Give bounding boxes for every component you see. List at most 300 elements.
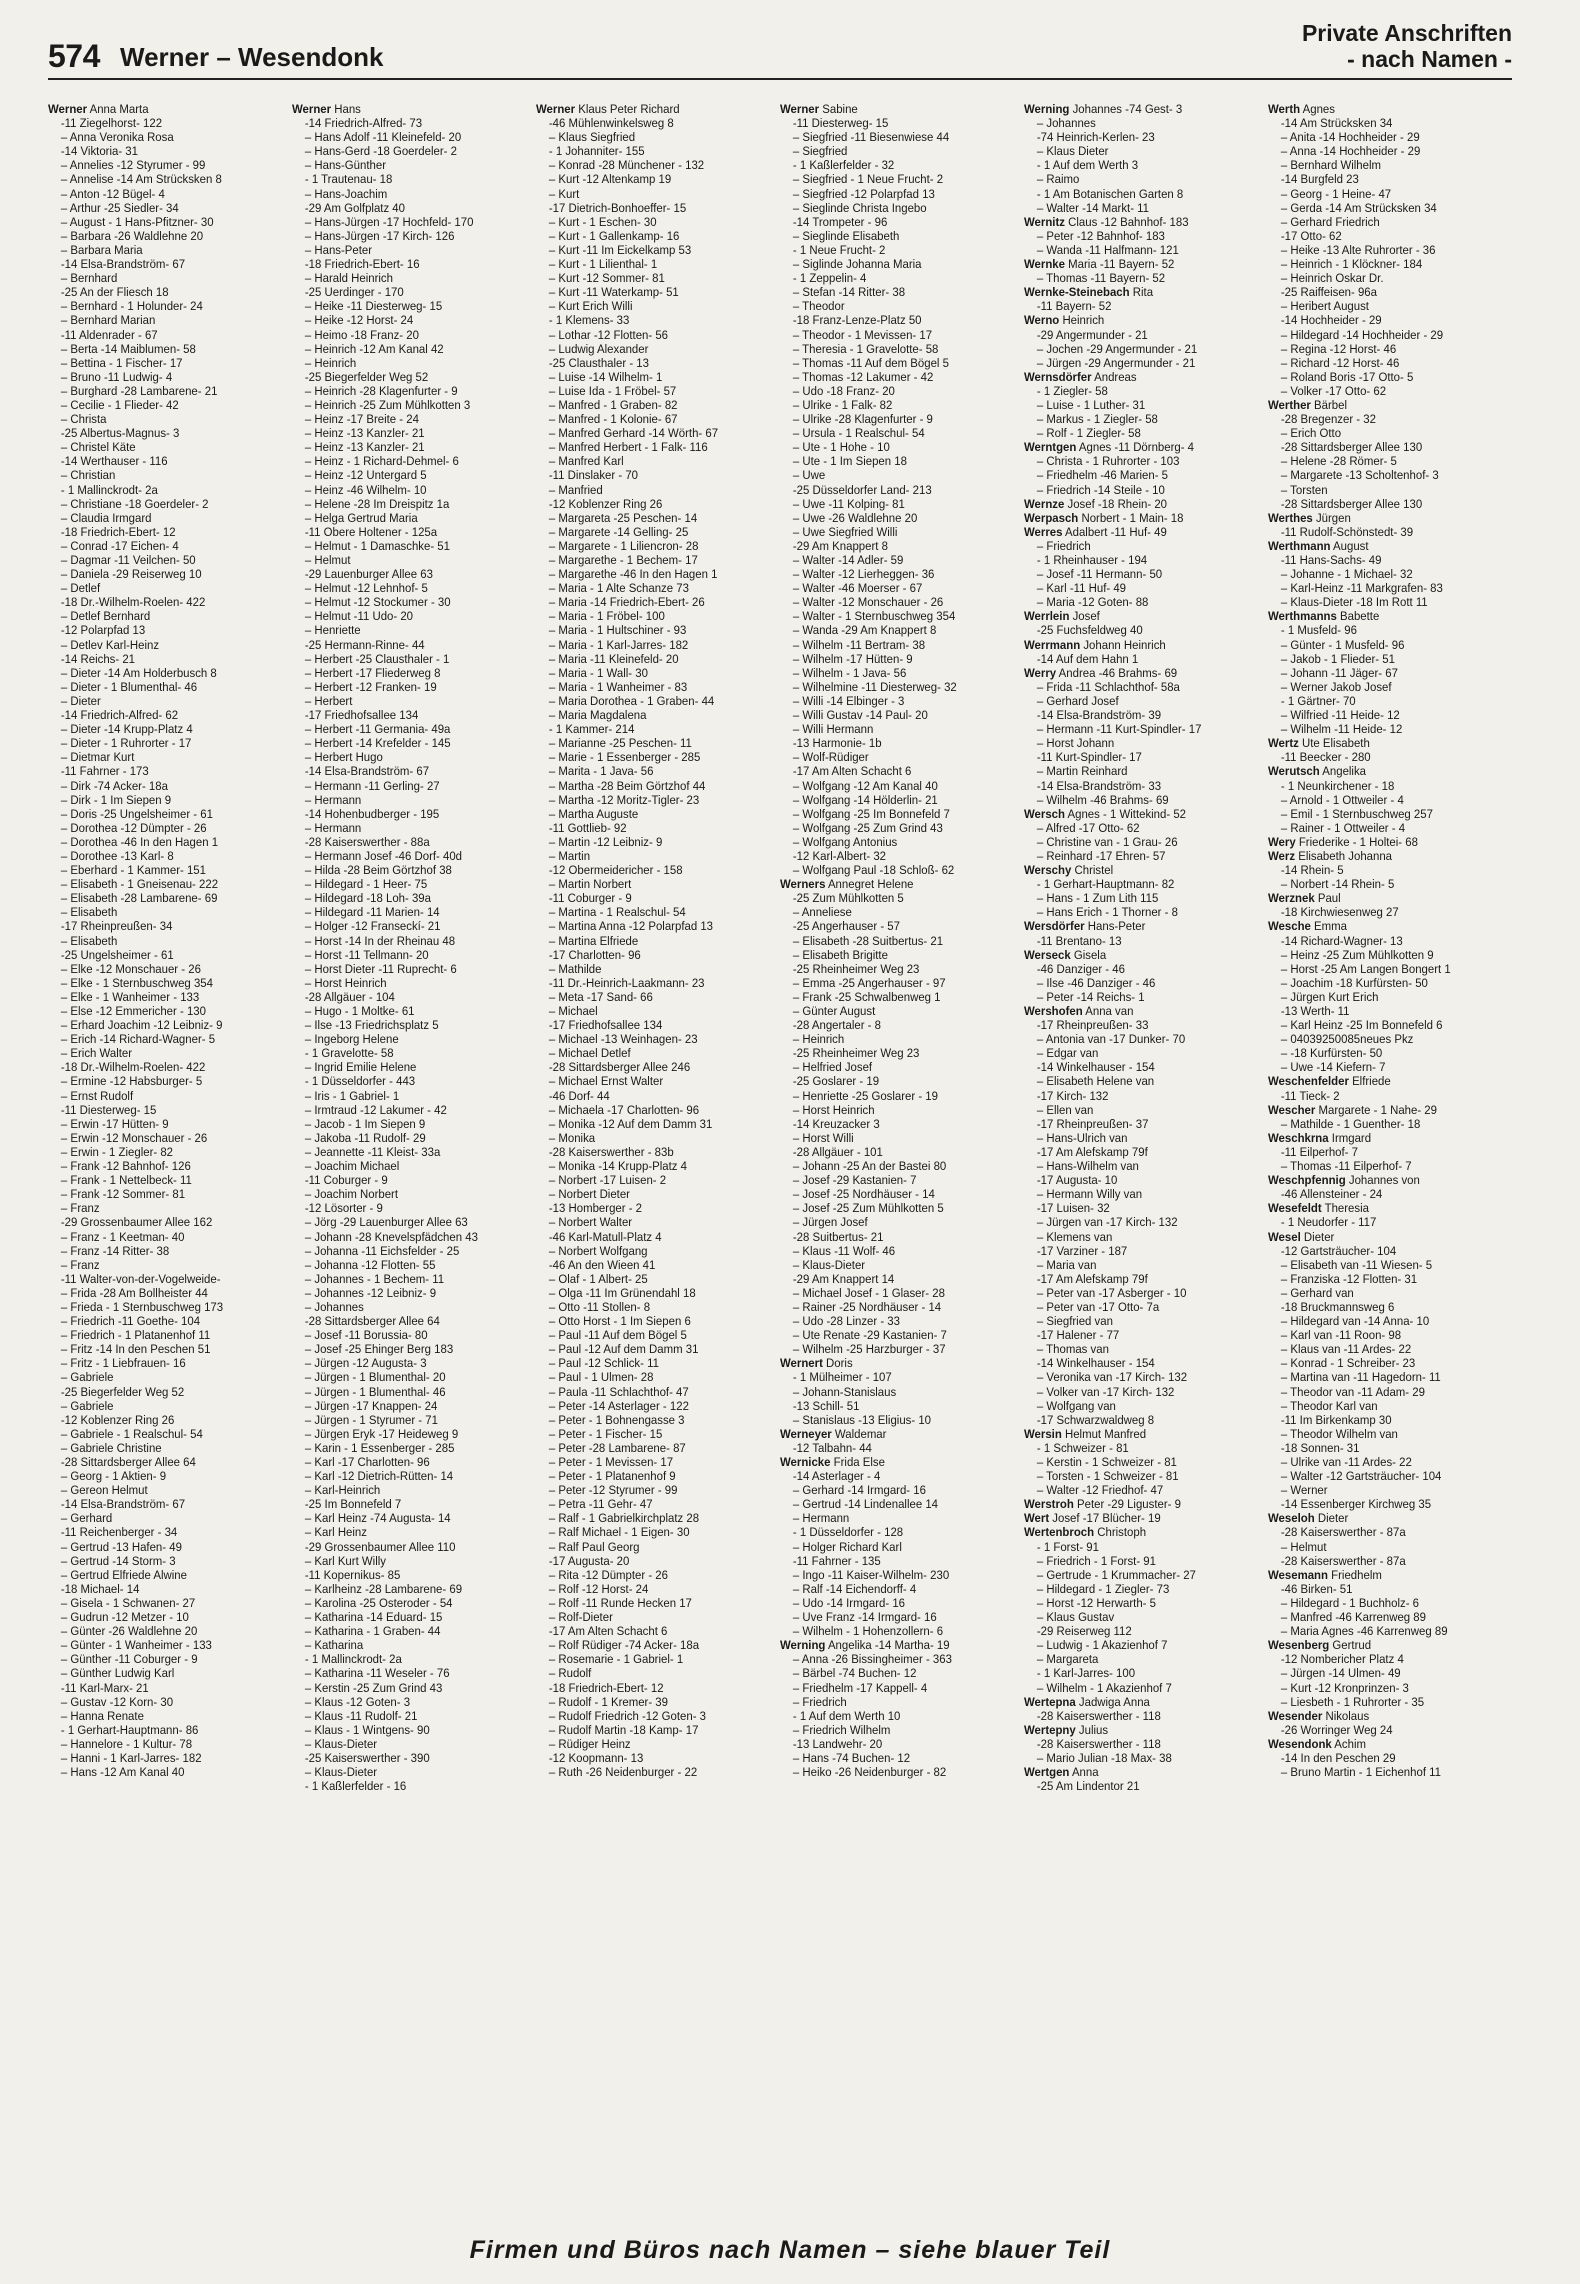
list-item: – Thomas -12 Lakumer - 42 xyxy=(792,369,934,384)
list-item: – Karl -17 Charlotten- 96 xyxy=(304,1455,430,1469)
surname: Wesendonk xyxy=(1268,1736,1332,1751)
surname: Werthmanns xyxy=(1268,609,1337,624)
list-item: – Hildegard van -14 Anna- 10 xyxy=(1280,1314,1430,1329)
given-name: Norbert - 1 Main- 18 xyxy=(1081,510,1184,525)
list-item: – Walter -12 Monschauer - 26 xyxy=(792,595,944,610)
list-item: – Martin Norbert xyxy=(548,877,632,892)
list-item: – Erich Otto xyxy=(1280,426,1342,441)
address-line: -14 Viktoria- 31 xyxy=(60,144,138,159)
list-item: – Bärbel -74 Buchen- 12 xyxy=(792,1666,917,1681)
list-item: – Karolina -25 Osteroder - 54 xyxy=(304,1595,453,1610)
list-item: – Katharina -14 Eduard- 15 xyxy=(304,1610,443,1625)
given-name: Babette xyxy=(1340,609,1380,624)
list-item: – Heimo -18 Franz- 20 xyxy=(304,327,419,342)
list-item: – Hermann -11 Gerling- 27 xyxy=(304,778,440,793)
list-item: – Frank -12 Bahnhof- 126 xyxy=(60,1159,191,1174)
given-name: Andrea -46 Brahms- 69 xyxy=(1058,665,1178,680)
surname: Werthes xyxy=(1268,510,1313,525)
list-item: – Heinrich Oskar Dr. xyxy=(1280,271,1384,286)
given-name: Bärbel xyxy=(1314,397,1348,412)
list-item: – Thomas -11 Eilperhof- 7 xyxy=(1280,1159,1412,1174)
address-line: -17 Rheinpreußen- 37 xyxy=(1036,1116,1149,1131)
given-name: Gertrud xyxy=(1332,1638,1372,1653)
list-item: – Wilhelm -11 Heide- 12 xyxy=(1280,722,1403,737)
list-item: – Gertrud Elfriede Alwine xyxy=(60,1567,187,1582)
list-item: – Thomas -11 Bayern- 52 xyxy=(1036,271,1166,286)
list-item: – Hildegard -11 Marien- 14 xyxy=(304,905,440,920)
list-item: – Margarete -13 Scholtenhof- 3 xyxy=(1280,468,1439,483)
address-line: -25 Raiffeisen- 96a xyxy=(1280,285,1377,300)
address-line: -28 Kaiserswerther - 87a xyxy=(1280,1525,1406,1540)
list-item: – Peter -14 Reichs- 1 xyxy=(1036,989,1145,1004)
address-line: -29 Am Knappert 8 xyxy=(792,538,888,553)
list-item: – Ute - 1 Hohe - 10 xyxy=(792,440,890,455)
list-item: – Helmut xyxy=(304,553,351,567)
list-item: – Ilse -46 Danziger - 46 xyxy=(1036,975,1156,990)
list-item: – Ulrike van -11 Ardes- 22 xyxy=(1280,1455,1412,1469)
list-item: – Heinz -12 Untergard 5 xyxy=(304,468,427,483)
address-line: -14 Rhein- 5 xyxy=(1280,863,1344,878)
list-item: – Luise Ida - 1 Fröbel- 57 xyxy=(548,383,677,398)
list-item: – Christa xyxy=(60,412,107,427)
list-item: – Manfred - 1 Graben- 82 xyxy=(548,397,678,412)
list-item: – Heike -11 Diesterweg- 15 xyxy=(304,299,443,314)
list-item: – Theodor Wilhelm van xyxy=(1280,1426,1398,1441)
address-line: -25 Kaiserswerther - 390 xyxy=(304,1750,430,1765)
list-item: – Hermann xyxy=(304,792,362,807)
list-item: – Rolf-Dieter xyxy=(548,1610,613,1625)
address-line: - 1 Johanniter- 155 xyxy=(548,144,645,159)
list-item: – Klaus van -11 Ardes- 22 xyxy=(1280,1342,1412,1357)
list-item: – Peter van -17 Asberger - 10 xyxy=(1036,1285,1187,1300)
address-line: - 1 Am Botanischen Garten 8 xyxy=(1036,186,1184,201)
list-item: – Siegfried xyxy=(792,144,848,159)
address-line: -17 Varziner - 187 xyxy=(1036,1243,1128,1258)
list-item: – Hugo - 1 Moltke- 61 xyxy=(304,1004,415,1018)
list-item: – Uve Franz -14 Irmgard- 16 xyxy=(792,1610,937,1625)
address-line: -18 Franz-Lenze-Platz 50 xyxy=(792,313,922,328)
list-item: – Günter August xyxy=(792,1004,876,1018)
list-item: – Karl Heinz -25 Im Bonnefeld 6 xyxy=(1280,1018,1443,1033)
list-item: – Frida -11 Schlachthof- 58a xyxy=(1036,679,1180,694)
address-line: - 1 Gravelotte- 58 xyxy=(304,1046,394,1061)
list-item: – Petra -11 Gehr- 47 xyxy=(548,1497,653,1512)
list-item: – Wilhelm -46 Brahms- 69 xyxy=(1036,792,1169,807)
list-item: – Gerhard -14 Irmgard- 16 xyxy=(792,1483,926,1498)
list-item: – Martin xyxy=(548,848,591,863)
list-item: – Reinhard -17 Ehren- 57 xyxy=(1036,848,1166,863)
list-item: – Jacob - 1 Im Siepen 9 xyxy=(304,1116,426,1131)
list-item: – Wolf-Rüdiger xyxy=(792,750,869,765)
surname-entry xyxy=(1268,511,1488,525)
address-line: - 1 Gärtner- 70 xyxy=(1280,693,1356,708)
given-name: Sabine xyxy=(822,102,858,116)
list-item: – Hildegard - 1 Heer- 75 xyxy=(304,877,428,892)
list-item: – Hans-Gerd -18 Goerdeler- 2 xyxy=(304,144,457,159)
list-item: – Theresia - 1 Gravelotte- 58 xyxy=(792,341,939,356)
list-item: – Jakoba -11 Rudolf- 29 xyxy=(304,1130,426,1145)
surname-entry xyxy=(780,877,1000,891)
address-line: -11 Brentano- 13 xyxy=(1036,933,1122,948)
list-item: – Bettina - 1 Fischer- 17 xyxy=(60,355,183,370)
list-item: – Else -12 Emmericher - 130 xyxy=(60,1004,206,1018)
list-item: – Helmut -11 Udo- 20 xyxy=(304,609,414,624)
surname-entry xyxy=(1024,1511,1244,1525)
list-item: – Olaf - 1 Albert- 25 xyxy=(548,1271,648,1286)
list-item: – Sieglinde Christa Ingebo xyxy=(792,200,927,215)
given-name: Achim xyxy=(1334,1736,1366,1751)
surname-entry xyxy=(1268,891,1488,905)
surname: Werners xyxy=(780,877,826,892)
address-line: -12 Koopmann- 13 xyxy=(548,1750,644,1765)
list-item: – Elisabeth xyxy=(60,905,118,920)
list-item: – Rolf - 1 Ziegler- 58 xyxy=(1036,426,1141,441)
surname: Wesenberg xyxy=(1268,1638,1330,1653)
surname-entry xyxy=(780,102,1000,116)
list-item: – Kurt xyxy=(548,186,580,201)
list-item: – Günter -26 Waldlehne 20 xyxy=(60,1624,198,1639)
list-item: – Anneliese xyxy=(792,905,852,920)
list-item: – Maria - 1 Karl-Jarres- 182 xyxy=(548,637,689,652)
list-item: – Wolfgang Paul -18 Schloß- 62 xyxy=(792,863,955,878)
address-line: -14 Hohenbudberger - 195 xyxy=(304,806,440,821)
list-item: – Karin - 1 Essenberger - 285 xyxy=(304,1440,455,1455)
list-item: – Eberhard - 1 Kammer- 151 xyxy=(60,863,206,878)
running-head: Werner – Wesendonk xyxy=(120,42,384,72)
list-item: – Gertrud -13 Hafen- 49 xyxy=(60,1539,182,1554)
list-item: – Fritz - 1 Liebfrauen- 16 xyxy=(60,1356,186,1371)
list-item: – Maria - 1 Hultschiner - 93 xyxy=(548,623,687,638)
address-line: -18 Bruckmannsweg 6 xyxy=(1280,1299,1395,1314)
list-item: – Siegfried - 1 Neue Frucht- 2 xyxy=(792,172,944,187)
list-item: – Kurt Erich Willi xyxy=(548,299,633,314)
surname: Wersin xyxy=(1024,1426,1062,1441)
surname: Wesemann xyxy=(1268,1567,1328,1582)
surname: Werstroh xyxy=(1024,1497,1074,1512)
address-line: -25 Ungelsheimer - 61 xyxy=(60,947,174,962)
list-item: – Michael -13 Weinhagen- 23 xyxy=(548,1032,698,1047)
list-item: – Michael Josef - 1 Glaser- 28 xyxy=(792,1285,945,1300)
list-item: – Gerhard Friedrich xyxy=(1280,214,1380,229)
list-item: – Dirk -74 Acker- 18a xyxy=(60,778,168,793)
list-item: – Friedrich -11 Goethe- 104 xyxy=(60,1314,201,1329)
page-header xyxy=(0,0,1580,80)
given-name: Hans-Peter xyxy=(1087,919,1146,934)
list-item: – Ralf Michael - 1 Eigen- 30 xyxy=(548,1525,690,1540)
list-item: – Klaus-Dieter xyxy=(792,1257,866,1272)
list-item: – Josef -11 Borussia- 80 xyxy=(304,1328,428,1343)
list-item: – Georg - 1 Heine- 47 xyxy=(1280,186,1392,201)
address-line: -11 Reichenberger - 34 xyxy=(60,1525,178,1540)
address-line: -25 Biegerfelder Weg 52 xyxy=(304,369,429,384)
list-item: – Friedrich -14 Steile - 10 xyxy=(1036,482,1165,497)
list-item: – Werner xyxy=(1280,1483,1328,1498)
list-item: – Anita -14 Hochheider - 29 xyxy=(1280,130,1420,145)
list-item: – Hans-Joachim xyxy=(304,186,388,201)
list-item: – Jochen -29 Angermunder - 21 xyxy=(1036,341,1198,356)
surname-entry xyxy=(1024,525,1244,539)
given-name: Johannes -74 Gest- 3 xyxy=(1072,102,1183,116)
list-item: – Frida -28 Am Bollheister 44 xyxy=(60,1285,208,1300)
list-item: – Elke - 1 Wanheimer - 133 xyxy=(60,989,200,1004)
address-line: -11 Ziegelhorst- 122 xyxy=(60,116,163,131)
surname: Wery xyxy=(1268,834,1296,849)
given-name: Friederike - 1 Holtei- 68 xyxy=(1298,834,1418,849)
address-line: - 1 Musfeld- 96 xyxy=(1280,623,1357,638)
surname-entry xyxy=(1024,1695,1244,1709)
address-line: - 1 Schweizer - 81 xyxy=(1036,1440,1129,1455)
given-name: Doris xyxy=(826,1356,853,1371)
list-item: – Volker -17 Otto- 62 xyxy=(1280,383,1387,398)
list-item: – Heiko -26 Neidenburger - 82 xyxy=(792,1765,947,1780)
address-line: - 1 Auf dem Werth 3 xyxy=(1036,158,1139,173)
list-item: – Elisabeth - 1 Gneisenau- 222 xyxy=(60,877,219,892)
list-item: – Martina Elfriede xyxy=(548,933,639,948)
list-item: – Veronika van -17 Kirch- 132 xyxy=(1036,1370,1188,1385)
address-line: -25 Zum Mühlkotten 5 xyxy=(792,891,904,906)
list-item: – Frieda - 1 Sternbuschweg 173 xyxy=(60,1299,224,1314)
list-item: – Volker van -17 Kirch- 132 xyxy=(1036,1384,1175,1399)
list-item: – Johann -25 An der Bastei 80 xyxy=(792,1159,947,1174)
address-line: - 1 Mallinckrodt- 2a xyxy=(304,1652,402,1667)
list-item: – Horst Dieter -11 Ruprecht- 6 xyxy=(304,961,457,976)
list-item: – -18 Kurfürsten- 50 xyxy=(1280,1046,1383,1061)
address-line: -12 Gartsträucher- 104 xyxy=(1280,1243,1397,1258)
surname: Wernze xyxy=(1024,496,1065,511)
surname: Werres xyxy=(1024,524,1063,539)
surname: Wersch xyxy=(1024,806,1065,821)
list-item: – Martin -12 Leibniz- 9 xyxy=(548,834,663,849)
list-item: – Siegfried -12 Polarpfad 13 xyxy=(792,186,935,201)
address-line: -25 An der Fliesch 18 xyxy=(60,285,169,300)
address-line: -11 Dinslaker - 70 xyxy=(548,468,639,483)
list-item: – Rudolf Martin -18 Kamp- 17 xyxy=(548,1722,699,1737)
list-item: – Hans -74 Buchen- 12 xyxy=(792,1750,911,1765)
list-item: – Hermann -11 Kurt-Spindler- 17 xyxy=(1036,722,1202,737)
address-line: - 1 Kammer- 214 xyxy=(548,722,635,737)
address-line: -11 Coburger - 9 xyxy=(304,1173,388,1188)
address-line: -11 Tieck- 2 xyxy=(1280,1088,1340,1103)
list-item: – Paul -12 Auf dem Damm 31 xyxy=(548,1342,699,1357)
surname-entry xyxy=(1024,257,1244,271)
address-line: -13 Schill- 51 xyxy=(792,1398,860,1413)
list-item: – Norbert -14 Rhein- 5 xyxy=(1280,877,1395,892)
surname-entry xyxy=(1268,102,1488,116)
address-line: -18 Friedrich-Ebert- 16 xyxy=(304,257,420,272)
list-item: – Erwin -12 Monschauer - 26 xyxy=(60,1130,208,1145)
address-line: -25 Fuchsfeldweg 40 xyxy=(1036,623,1143,638)
list-item: – Gertrud -14 Lindenallee 14 xyxy=(792,1497,939,1512)
address-line: -28 Allgäuer - 101 xyxy=(792,1144,883,1159)
surname: Werseck xyxy=(1024,947,1071,962)
surname-entry xyxy=(1268,1568,1488,1582)
address-line: -25 Am Lindentor 21 xyxy=(1036,1779,1140,1794)
address-line: -11 Rudolf-Schönstedt- 39 xyxy=(1280,524,1414,539)
surname: Werrmann xyxy=(1024,637,1081,652)
list-item: – Mathilde - 1 Guenther- 18 xyxy=(1280,1116,1421,1131)
list-item: – Helmut - 1 Damaschke- 51 xyxy=(304,538,450,553)
list-item: – Walter - 1 Sternbuschweg 354 xyxy=(792,609,956,624)
surname: Wertepny xyxy=(1024,1722,1076,1737)
list-item: – Margarete - 1 Liliencron- 28 xyxy=(548,538,699,553)
list-item: – Dirk - 1 Im Siepen 9 xyxy=(60,792,172,807)
list-item: – Friedrich - 1 Platanenhof 11 xyxy=(60,1328,211,1343)
address-line: - 1 Trautenau- 18 xyxy=(304,172,393,187)
address-line: -25 Clausthaler - 13 xyxy=(548,355,650,370)
address-line: -11 Kopernikus- 85 xyxy=(304,1567,401,1582)
list-item: – Michael xyxy=(548,1004,598,1018)
list-item: – Margareta -25 Peschen- 14 xyxy=(548,510,698,525)
list-item: – Heinz - 1 Richard-Dehmel- 6 xyxy=(304,454,459,469)
address-line: -17 Otto- 62 xyxy=(1280,228,1342,243)
list-item: – Johanne - 1 Michael- 32 xyxy=(1280,567,1413,582)
address-line: - 1 Neue Frucht- 2 xyxy=(792,242,886,257)
list-item: – Friedhelm -17 Kappell- 4 xyxy=(792,1680,928,1695)
given-name: Helmut Manfred xyxy=(1064,1426,1147,1441)
address-line: -14 Friedrich-Alfred- 73 xyxy=(304,116,423,131)
list-item: – Manfred -46 Karrenweg 89 xyxy=(1280,1610,1426,1625)
address-line: -46 An den Wieen 41 xyxy=(548,1257,656,1272)
list-item: – Hans - 1 Zum Lith 115 xyxy=(1036,891,1159,906)
address-line: -14 Elsa-Brandström- 67 xyxy=(304,764,430,779)
given-name: Andreas xyxy=(1094,369,1137,384)
list-item: – Herbert Hugo xyxy=(304,750,383,765)
list-item: – Siegfried van xyxy=(1036,1314,1113,1329)
address-line: - 1 Ziegler- 58 xyxy=(1036,383,1108,398)
surname: Werthmann xyxy=(1268,538,1331,553)
surname: Wesche xyxy=(1268,919,1311,934)
address-line: -29 Grossenbaumer Allee 162 xyxy=(60,1215,213,1230)
given-name: Elfriede xyxy=(1352,1074,1391,1089)
list-item: – Johanna -12 Flotten- 55 xyxy=(304,1257,436,1272)
address-line: -11 Kurt-Spindler- 17 xyxy=(1036,750,1142,765)
list-item: – Peter - 1 Fischer- 15 xyxy=(548,1426,663,1441)
given-name: Rita xyxy=(1132,285,1154,300)
list-item: – Hans -12 Am Kanal 40 xyxy=(60,1765,185,1780)
address-line: -29 Angermunder - 21 xyxy=(1036,327,1148,342)
surname: Weschpfennig xyxy=(1268,1173,1346,1188)
list-item: – Hildegard - 1 Ziegler- 73 xyxy=(1036,1581,1170,1596)
given-name: Ute Elisabeth xyxy=(1302,736,1370,751)
list-item: – Markus - 1 Ziegler- 58 xyxy=(1036,412,1158,427)
list-item: – Elke - 1 Sternbuschweg 354 xyxy=(60,975,213,990)
list-item: – Jürgen -17 Knappen- 24 xyxy=(304,1398,438,1413)
list-item: – Klaus -11 Wolf- 46 xyxy=(792,1243,896,1258)
list-item: – Hans-Wilhelm van xyxy=(1036,1159,1139,1174)
address-line: -14 Trompeter - 96 xyxy=(792,214,888,229)
list-item: – Johann -28 Knevelspfädchen 43 xyxy=(304,1229,478,1244)
list-item: – Manfred Karl xyxy=(548,454,624,469)
surname-entry xyxy=(780,1356,1000,1370)
list-item: – Jürgen Josef xyxy=(792,1215,868,1230)
list-item: – Kurt -12 Kronprinzen- 3 xyxy=(1280,1680,1409,1695)
given-name: Christel xyxy=(1074,863,1114,878)
list-item: – Detlef Bernhard xyxy=(60,609,151,624)
list-item: – Hans-Günther xyxy=(304,158,386,173)
list-item: – Heinrich -12 Am Kanal 42 xyxy=(304,341,444,356)
list-item: – Ute Renate -29 Kastanien- 7 xyxy=(792,1328,947,1343)
list-item: – Henriette xyxy=(304,623,361,638)
list-item: – Frank -25 Schwalbenweg 1 xyxy=(792,989,941,1004)
list-item: – Gustav -12 Korn- 30 xyxy=(60,1694,174,1709)
surname-entry xyxy=(1268,1230,1488,1244)
list-item: – Günter - 1 Musfeld- 96 xyxy=(1280,637,1405,652)
list-item: – Jakob - 1 Flieder- 51 xyxy=(1280,651,1395,666)
address-line: -17 Am Alefskamp 79f xyxy=(1036,1271,1148,1286)
address-line: -11 Coburger - 9 xyxy=(548,891,632,906)
list-item: – Jürgen Kurt Erich xyxy=(1280,989,1379,1004)
surname-entry xyxy=(1268,1173,1488,1187)
surname: Werner xyxy=(536,102,576,116)
address-line: -28 Kaiserswerther - 118 xyxy=(1036,1736,1161,1751)
list-item: – Willi Hermann xyxy=(792,722,874,737)
list-item: – Erich -14 Richard-Wagner- 5 xyxy=(60,1032,216,1047)
list-item: – 04039250085neues Pkz xyxy=(1280,1032,1414,1047)
list-item: – Peter van -17 Otto- 7a xyxy=(1036,1299,1160,1314)
address-line: -46 Dorf- 44 xyxy=(548,1088,610,1103)
list-item: – Fritz -14 In den Peschen 51 xyxy=(60,1342,211,1357)
list-item: – Wolfgang van xyxy=(1036,1398,1116,1413)
list-item: – Klaus-Dieter xyxy=(304,1765,378,1780)
surname-entry xyxy=(1024,666,1244,680)
list-item: – Anna -14 Hochheider - 29 xyxy=(1280,144,1421,159)
list-item: – Wilhelm -11 Bertram- 38 xyxy=(792,637,926,652)
given-name: Angelika -14 Martha- 19 xyxy=(827,1638,950,1653)
given-name: Dieter xyxy=(1303,1229,1335,1244)
list-item: – Annelies -12 Styrumer - 99 xyxy=(60,158,206,173)
address-line: - 1 Rheinhauser - 194 xyxy=(1036,553,1148,567)
surname: Weschenfelder xyxy=(1268,1074,1349,1089)
surname: Werno xyxy=(1024,313,1060,328)
address-line: -28 Kaiserswerther - 88a xyxy=(304,834,430,849)
surname-entry xyxy=(1268,1737,1488,1751)
list-item: – Helga Gertrud Maria xyxy=(304,510,418,525)
list-item: – Martha -28 Beim Görtzhof 44 xyxy=(548,778,706,793)
surname: Wertz xyxy=(1268,736,1299,751)
list-item: – Gerhard van xyxy=(1280,1285,1354,1300)
address-line: - 1 Mülheimer - 107 xyxy=(792,1370,892,1385)
list-item: – Jeannette -11 Kleist- 33a xyxy=(304,1144,441,1159)
address-line: - 1 Forst- 91 xyxy=(1036,1539,1099,1554)
list-item: – Horst Heinrich xyxy=(792,1102,875,1117)
surname: Wernert xyxy=(780,1356,823,1371)
address-line: -25 Uerdinger - 170 xyxy=(304,285,404,300)
surname-entry xyxy=(1268,1638,1488,1652)
list-item: – Monika xyxy=(548,1130,596,1145)
given-name: Agnes - 1 Wittekind- 52 xyxy=(1067,806,1187,821)
list-item: – Norbert Dieter xyxy=(548,1187,630,1202)
list-item: – Dieter - 1 Blumenthal- 46 xyxy=(60,679,198,694)
list-item: – Christian xyxy=(60,468,116,483)
list-item: – Karl -12 Dietrich-Rütten- 14 xyxy=(304,1469,454,1484)
surname: Werz xyxy=(1268,848,1296,863)
list-item: – Bernhard xyxy=(60,271,118,286)
given-name: Waldemar xyxy=(834,1426,887,1441)
list-item: – Ralf -14 Eichendorff- 4 xyxy=(792,1581,917,1596)
list-item: – Heinz -13 Kanzler- 21 xyxy=(304,440,425,455)
address-line: - 1 Gerhart-Hauptmann- 82 xyxy=(1036,877,1175,892)
surname: Werutsch xyxy=(1268,764,1320,779)
list-item: – Katharina -11 Weseler - 76 xyxy=(304,1666,450,1681)
address-line: -11 Gottlieb- 92 xyxy=(548,820,627,835)
surname-entry xyxy=(1268,919,1488,933)
listing-column-2 xyxy=(292,102,512,2232)
list-item: – Rainer - 1 Ottweiler - 4 xyxy=(1280,820,1406,835)
surname-entry xyxy=(1024,1765,1244,1779)
given-name: Christoph xyxy=(1097,1525,1147,1540)
list-item: – Sieglinde Elisabeth xyxy=(792,228,900,243)
list-item: – Karl-Heinz -11 Markgrafen- 83 xyxy=(1280,581,1443,596)
